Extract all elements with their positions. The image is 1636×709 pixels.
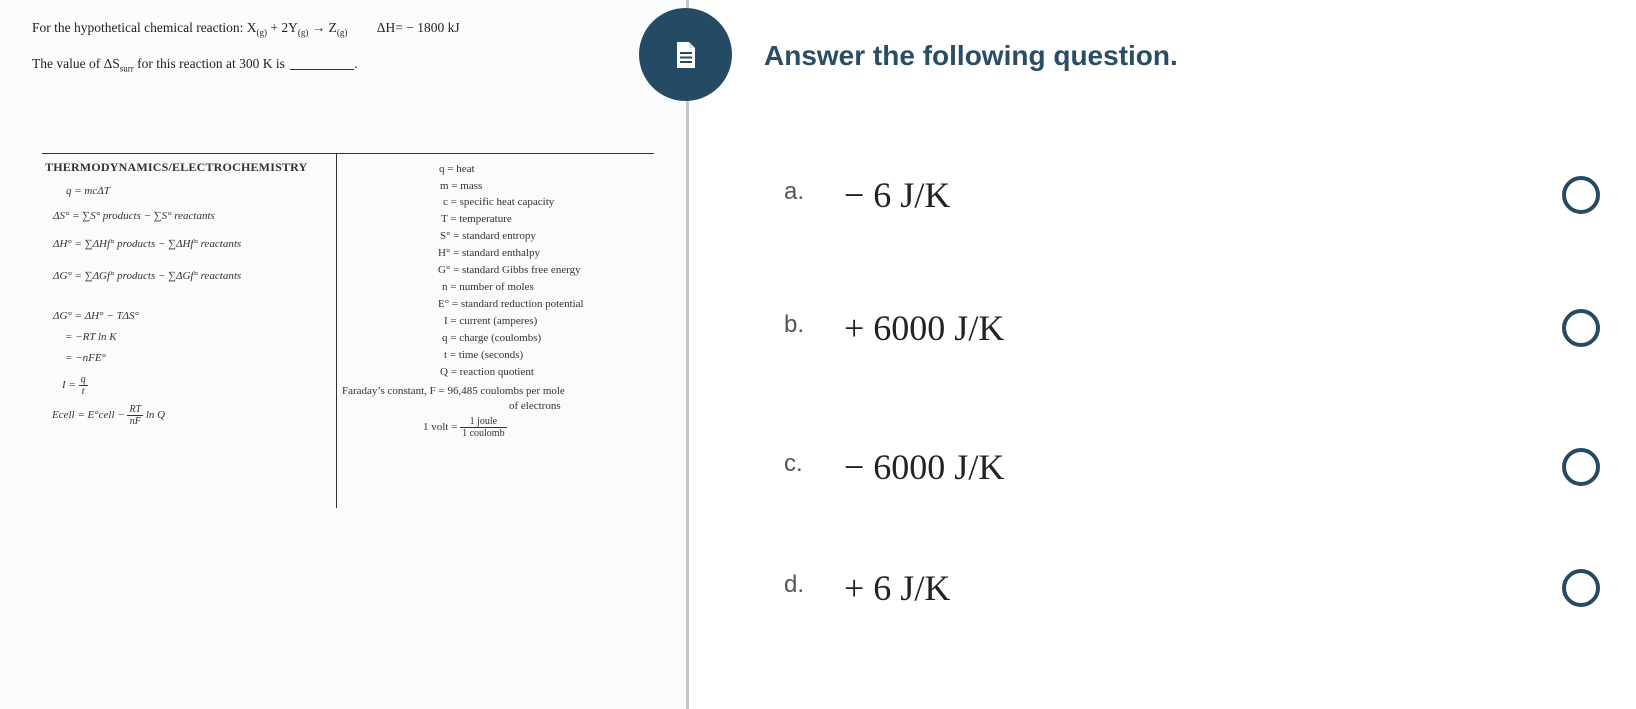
option-d-radio[interactable] <box>1562 569 1600 607</box>
def-volt-lhs: 1 volt = <box>423 421 458 434</box>
answer-title: Answer the following question. <box>764 40 1178 71</box>
def-temperature: T = temperature <box>441 213 512 225</box>
def-mass: m = mass <box>440 180 483 192</box>
fraction-rt-over-nf <box>127 404 143 427</box>
option-a-radio[interactable] <box>1562 176 1600 214</box>
def-entropy: S° = standard entropy <box>440 230 536 242</box>
equation-gibbs: ΔG° = ∑ΔGf° products − ∑ΔGf° reactants <box>53 270 242 282</box>
table-top-rule <box>42 153 654 154</box>
def-enthalpy: H° = standard enthalpy <box>438 247 540 259</box>
reaction-arrow: → <box>311 20 326 35</box>
question-panel <box>0 0 686 709</box>
answer-blank <box>290 69 354 70</box>
equation-nernst <box>52 404 165 427</box>
option-b[interactable] <box>780 308 1600 371</box>
fraction-nf: nF <box>129 416 141 427</box>
product-z: Z <box>328 20 337 35</box>
option-a-letter: a. <box>784 178 805 205</box>
def-reaction-quotient: Q = reaction quotient <box>440 366 534 378</box>
option-c-value: − 6000 J/K <box>844 447 1005 487</box>
def-volt <box>423 416 507 439</box>
option-c-radio[interactable] <box>1562 448 1600 486</box>
document-icon <box>675 41 697 69</box>
fraction-rt: RT <box>129 404 142 415</box>
question-line-2 <box>32 56 358 74</box>
delta-h: ΔH= − 1800 kJ <box>376 20 460 35</box>
def-moles: n = number of moles <box>442 281 534 293</box>
reactant-x: X <box>246 20 257 35</box>
equation-enthalpy: ΔH° = ∑ΔHf° products − ∑ΔHf° reactants <box>53 238 242 250</box>
table-column-divider <box>336 153 337 508</box>
option-d-letter: d. <box>784 571 805 598</box>
option-b-letter: b. <box>784 311 805 338</box>
question-line-1 <box>32 20 460 38</box>
fraction-coulomb: 1 coulomb <box>462 428 505 439</box>
def-current: I = current (amperes) <box>444 315 538 327</box>
equation-nfe: = −nFE° <box>65 352 106 364</box>
equation-gibbs-h-ts: ΔG° = ΔH° − TΔS° <box>53 310 139 322</box>
reactant-y: + 2Y <box>270 20 298 35</box>
fraction-q: q <box>80 374 86 385</box>
def-gibbs: G° = standard Gibbs free energy <box>438 264 581 276</box>
def-reduction-potential: E° = standard reduction potential <box>438 298 584 310</box>
equation-rt-lnk: = −RT ln K <box>65 331 117 343</box>
option-c[interactable] <box>780 447 1600 510</box>
question-line2-sub: surr <box>119 63 134 74</box>
equation-q: q = mcΔT <box>66 185 110 197</box>
table-heading: THERMODYNAMICS/ELECTROCHEMISTRY <box>45 160 308 174</box>
def-faraday-cont: of electrons <box>509 400 561 412</box>
question-line2-suffix: for this reaction at 300 K is <box>137 56 285 71</box>
question-line2-end: . <box>354 56 358 71</box>
equation-nernst-lnq: ln Q <box>145 409 166 422</box>
product-z-state: (g) <box>336 27 348 38</box>
fraction-q-over-t <box>79 374 88 397</box>
equation-nernst-lhs: Ecell = E°cell − <box>52 409 125 422</box>
option-b-value: + 6000 J/K <box>844 308 1005 348</box>
equation-current <box>62 374 88 397</box>
def-time: t = time (seconds) <box>444 349 524 361</box>
def-charge: q = charge (coulombs) <box>442 332 542 344</box>
reactant-x-state: (g) <box>256 27 268 38</box>
fraction-joule-over-coulomb <box>460 416 507 439</box>
option-c-letter: c. <box>784 450 803 477</box>
question-line2-prefix: The value of ΔS <box>32 56 120 71</box>
def-faraday: Faraday’s constant, F = 96,485 coulombs per mole <box>342 385 565 397</box>
fraction-t: t <box>81 386 85 397</box>
option-d[interactable] <box>780 568 1600 631</box>
equation-entropy: ΔS° = ∑S° products − ∑S° reactants <box>53 210 215 222</box>
reference-table <box>28 130 640 508</box>
reactant-y-state: (g) <box>297 27 309 38</box>
def-heat: q = heat <box>439 163 475 175</box>
option-a-value: − 6 J/K <box>844 175 951 215</box>
fraction-joule: 1 joule <box>460 416 507 428</box>
option-d-value: + 6 J/K <box>844 568 951 608</box>
equation-current-lhs: I = <box>62 379 76 392</box>
document-badge <box>639 8 732 101</box>
question-intro: For the hypothetical chemical reaction: <box>32 20 244 35</box>
option-a[interactable] <box>780 175 1600 238</box>
def-specific-heat: c = specific heat capacity <box>443 196 555 208</box>
option-b-radio[interactable] <box>1562 309 1600 347</box>
